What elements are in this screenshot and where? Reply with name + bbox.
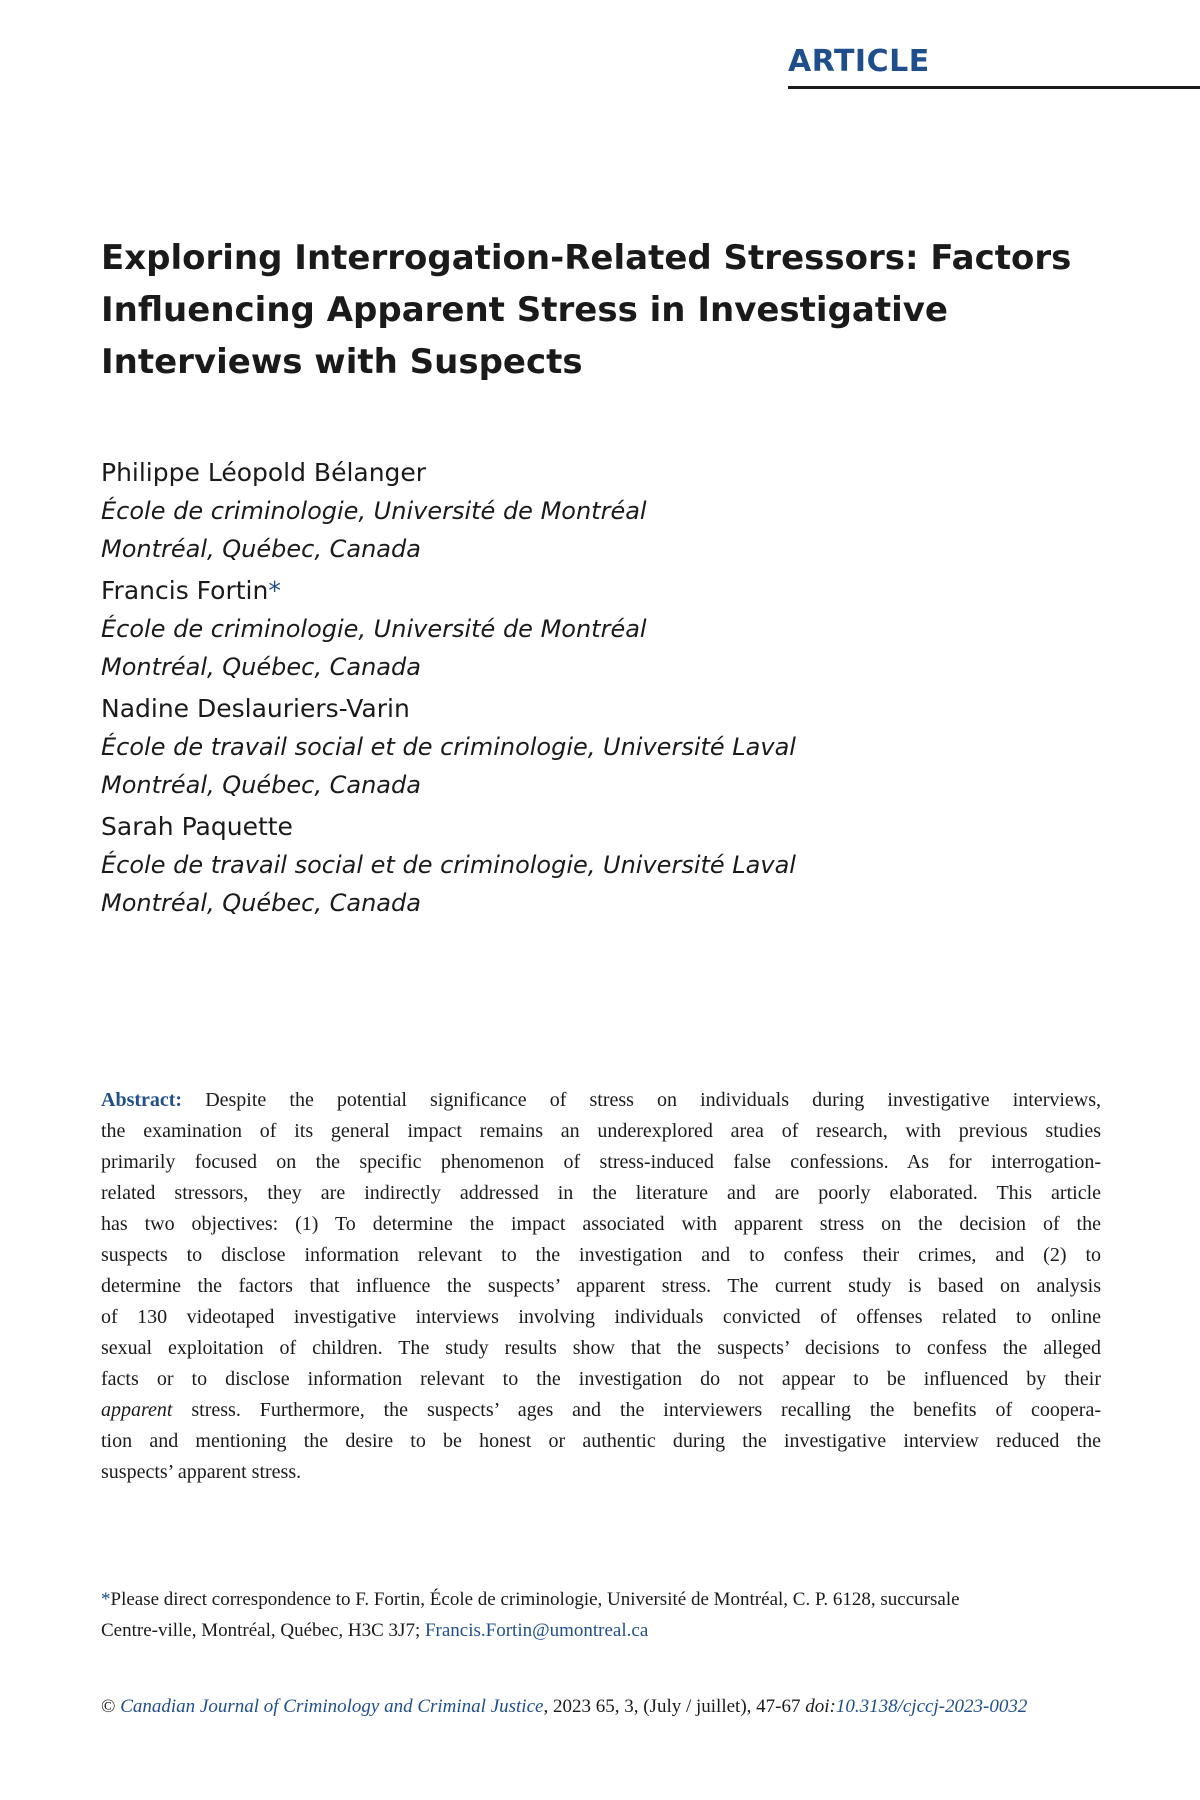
author-name-text: Sarah Paquette <box>101 812 293 841</box>
abstract-text: Despite the potential significance of stress on individuals during investigative interviews, <box>205 1089 1102 1111</box>
footnote-marker: * <box>101 1589 111 1610</box>
author-affiliation: École de criminologie, Université de Montréal <box>101 497 647 525</box>
author-name-text: Nadine Deslauriers-Varin <box>101 694 410 723</box>
author-block <box>101 454 1001 568</box>
author-list <box>101 454 1001 926</box>
article-title <box>101 232 1101 388</box>
journal-link[interactable]: Canadian Journal of Criminology and Criminal Justice <box>120 1696 544 1717</box>
abstract-line: tion and mentioning the desire to be honest or authentic during the investigative interview reduced the <box>101 1430 1101 1452</box>
abstract-line: related stressors, they are indirectly addressed in the literature and are poorly elaborated. This article <box>101 1182 1101 1204</box>
corresponding-author-marker[interactable]: * <box>268 576 281 605</box>
title-line: Interviews with Suspects <box>101 342 583 382</box>
footnote-text: Please direct correspondence to F. Fortin, École de criminologie, Université de Montréal, C. P. 6128, succursale <box>110 1589 960 1610</box>
abstract-line: determine the factors that influence the suspects’ apparent stress. The current study is based on analysis <box>101 1275 1101 1297</box>
author-block <box>101 808 1001 922</box>
doi-label: doi: <box>805 1696 836 1717</box>
author-name <box>101 690 1001 728</box>
author-name-text: Francis Fortin <box>101 576 269 605</box>
footnote-line <box>101 1584 1101 1615</box>
doi-link[interactable]: 10.3138/cjccj-2023-0032 <box>835 1696 1028 1717</box>
email-link[interactable]: Francis.Fortin@umontreal.ca <box>424 1620 649 1641</box>
footnote-text: Centre-ville, Montréal, Québec, H3C 3J7; <box>101 1620 425 1641</box>
abstract-label: Abstract: <box>101 1089 183 1111</box>
abstract-line <box>101 1395 1101 1426</box>
author-location: Montréal, Québec, Canada <box>101 653 421 681</box>
author-location: Montréal, Québec, Canada <box>101 771 421 799</box>
correspondence-footnote <box>101 1584 1101 1646</box>
header-rule <box>788 86 1200 89</box>
author-name <box>101 454 1001 492</box>
abstract-line: facts or to disclose information relevant to the investigation do not appear to be influenced by their <box>101 1368 1101 1390</box>
abstract <box>101 1085 1101 1488</box>
citation-details: , 2023 65, 3, (July / juillet), 47-67 <box>543 1696 806 1717</box>
title-line: Influencing Apparent Stress in Investigative <box>101 290 948 330</box>
author-name <box>101 572 1001 610</box>
author-name-text: Philippe Léopold Bélanger <box>101 458 427 487</box>
article-type-label: ARTICLE <box>788 44 930 79</box>
footnote-line <box>101 1615 1101 1646</box>
author-name <box>101 808 1001 846</box>
title-line: Exploring Interrogation-Related Stressors: Factors <box>101 238 1072 278</box>
abstract-italic: apparent <box>101 1399 173 1421</box>
abstract-line: of 130 videotaped investigative interviews involving individuals convicted of offenses related to online <box>101 1306 1101 1328</box>
abstract-line <box>101 1085 1101 1116</box>
abstract-text: stress. Furthermore, the suspects’ ages and the interviewers recalling the benefits of coopera- <box>172 1399 1101 1421</box>
author-location: Montréal, Québec, Canada <box>101 535 421 563</box>
abstract-line: suspects’ apparent stress. <box>101 1461 302 1483</box>
abstract-line: sexual exploitation of children. The study results show that the suspects’ decisions to confess the alleged <box>101 1337 1101 1359</box>
citation-line <box>101 1693 1101 1721</box>
author-location: Montréal, Québec, Canada <box>101 889 421 917</box>
author-affiliation: École de criminologie, Université de Montréal <box>101 615 647 643</box>
author-affiliation: École de travail social et de criminologie, Université Laval <box>101 851 796 879</box>
abstract-line: has two objectives: (1) To determine the impact associated with apparent stress on the decision of the <box>101 1213 1101 1235</box>
abstract-line: primarily focused on the specific phenomenon of stress-induced false confessions. As for interrogation- <box>101 1151 1101 1173</box>
author-block <box>101 572 1001 686</box>
abstract-line: the examination of its general impact remains an underexplored area of research, with previous studies <box>101 1120 1101 1142</box>
author-block <box>101 690 1001 804</box>
copyright-symbol: © <box>101 1696 116 1717</box>
author-affiliation: École de travail social et de criminologie, Université Laval <box>101 733 796 761</box>
abstract-line: suspects to disclose information relevant to the investigation and to confess their crimes, and (2) to <box>101 1244 1101 1266</box>
